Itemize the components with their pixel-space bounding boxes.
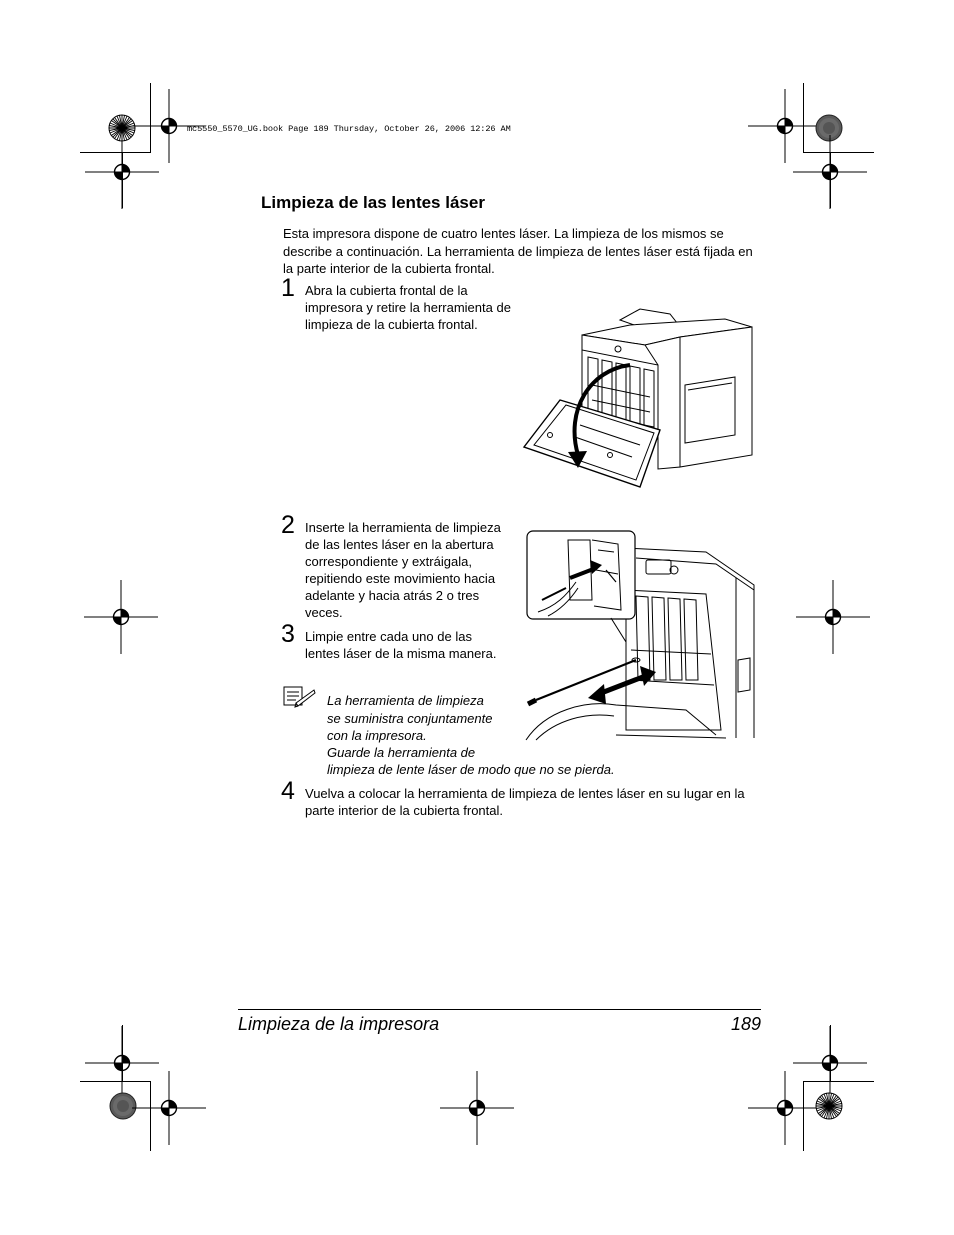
register-target-icon bbox=[793, 135, 867, 209]
register-target-icon bbox=[748, 1071, 822, 1145]
laser-lens-cleaning-illustration bbox=[526, 530, 754, 742]
note-line: con la impresora. bbox=[327, 728, 427, 743]
register-target-icon bbox=[84, 580, 158, 654]
step-1-text: Abra la cubierta frontal de la impresora y retire la herramienta de limpieza de la cubierta frontal. bbox=[305, 283, 511, 332]
register-target-icon bbox=[793, 1026, 867, 1100]
register-target-icon bbox=[85, 135, 159, 209]
page-number: 189 bbox=[730, 1014, 761, 1034]
register-target-icon bbox=[132, 1071, 206, 1145]
footer-section-title: Limpieza de la impresora bbox=[238, 1014, 440, 1034]
register-dot-icon bbox=[110, 1093, 136, 1119]
intro-paragraph: Esta impresora dispone de cuatro lentes láser. La limpieza de los mismos se describe a continuación. La herramienta de limpieza de lentes láser está fijada en la parte interior de la cubierta frontal. bbox=[283, 226, 753, 276]
print-slug: mc5550_5570_UG.book Page 189 Thursday, October 26, 2006 12:26 AM bbox=[187, 124, 511, 134]
section-title: Limpieza de las lentes láser bbox=[261, 193, 485, 212]
printer-open-cover-illustration bbox=[520, 305, 756, 490]
step-3-number: 3 bbox=[281, 620, 295, 648]
register-dot-icon bbox=[816, 115, 842, 141]
register-target-icon bbox=[796, 580, 870, 654]
step-2-number: 2 bbox=[281, 511, 295, 539]
step-1-number: 1 bbox=[281, 274, 295, 302]
note-line: La herramienta de limpieza bbox=[327, 693, 484, 708]
register-star-icon bbox=[816, 1093, 842, 1119]
step-4-number: 4 bbox=[281, 777, 295, 805]
note-line: Guarde la herramienta de bbox=[327, 745, 476, 760]
note-line: limpieza de lente láser de modo que no se pierda. bbox=[327, 762, 615, 777]
register-target-icon bbox=[85, 1026, 159, 1100]
note-line: se suministra conjuntamente bbox=[327, 711, 493, 726]
note-pencil-icon bbox=[282, 686, 316, 708]
step-4-text: Vuelva a colocar la herramienta de limpieza de lentes láser en su lugar en la parte interior de la cubierta frontal. bbox=[305, 786, 745, 818]
step-2-text: Inserte la herramienta de limpieza de las lentes láser en la abertura correspondiente y extráigala, repitiendo este movimiento hacia adelante y hacia atrás 2 o tres veces. bbox=[305, 520, 501, 620]
footer-rule bbox=[238, 1009, 761, 1010]
register-target-icon bbox=[440, 1071, 514, 1145]
register-target-icon bbox=[748, 89, 822, 163]
step-3-text: Limpie entre cada uno de las lentes láser de la misma manera. bbox=[305, 629, 497, 661]
